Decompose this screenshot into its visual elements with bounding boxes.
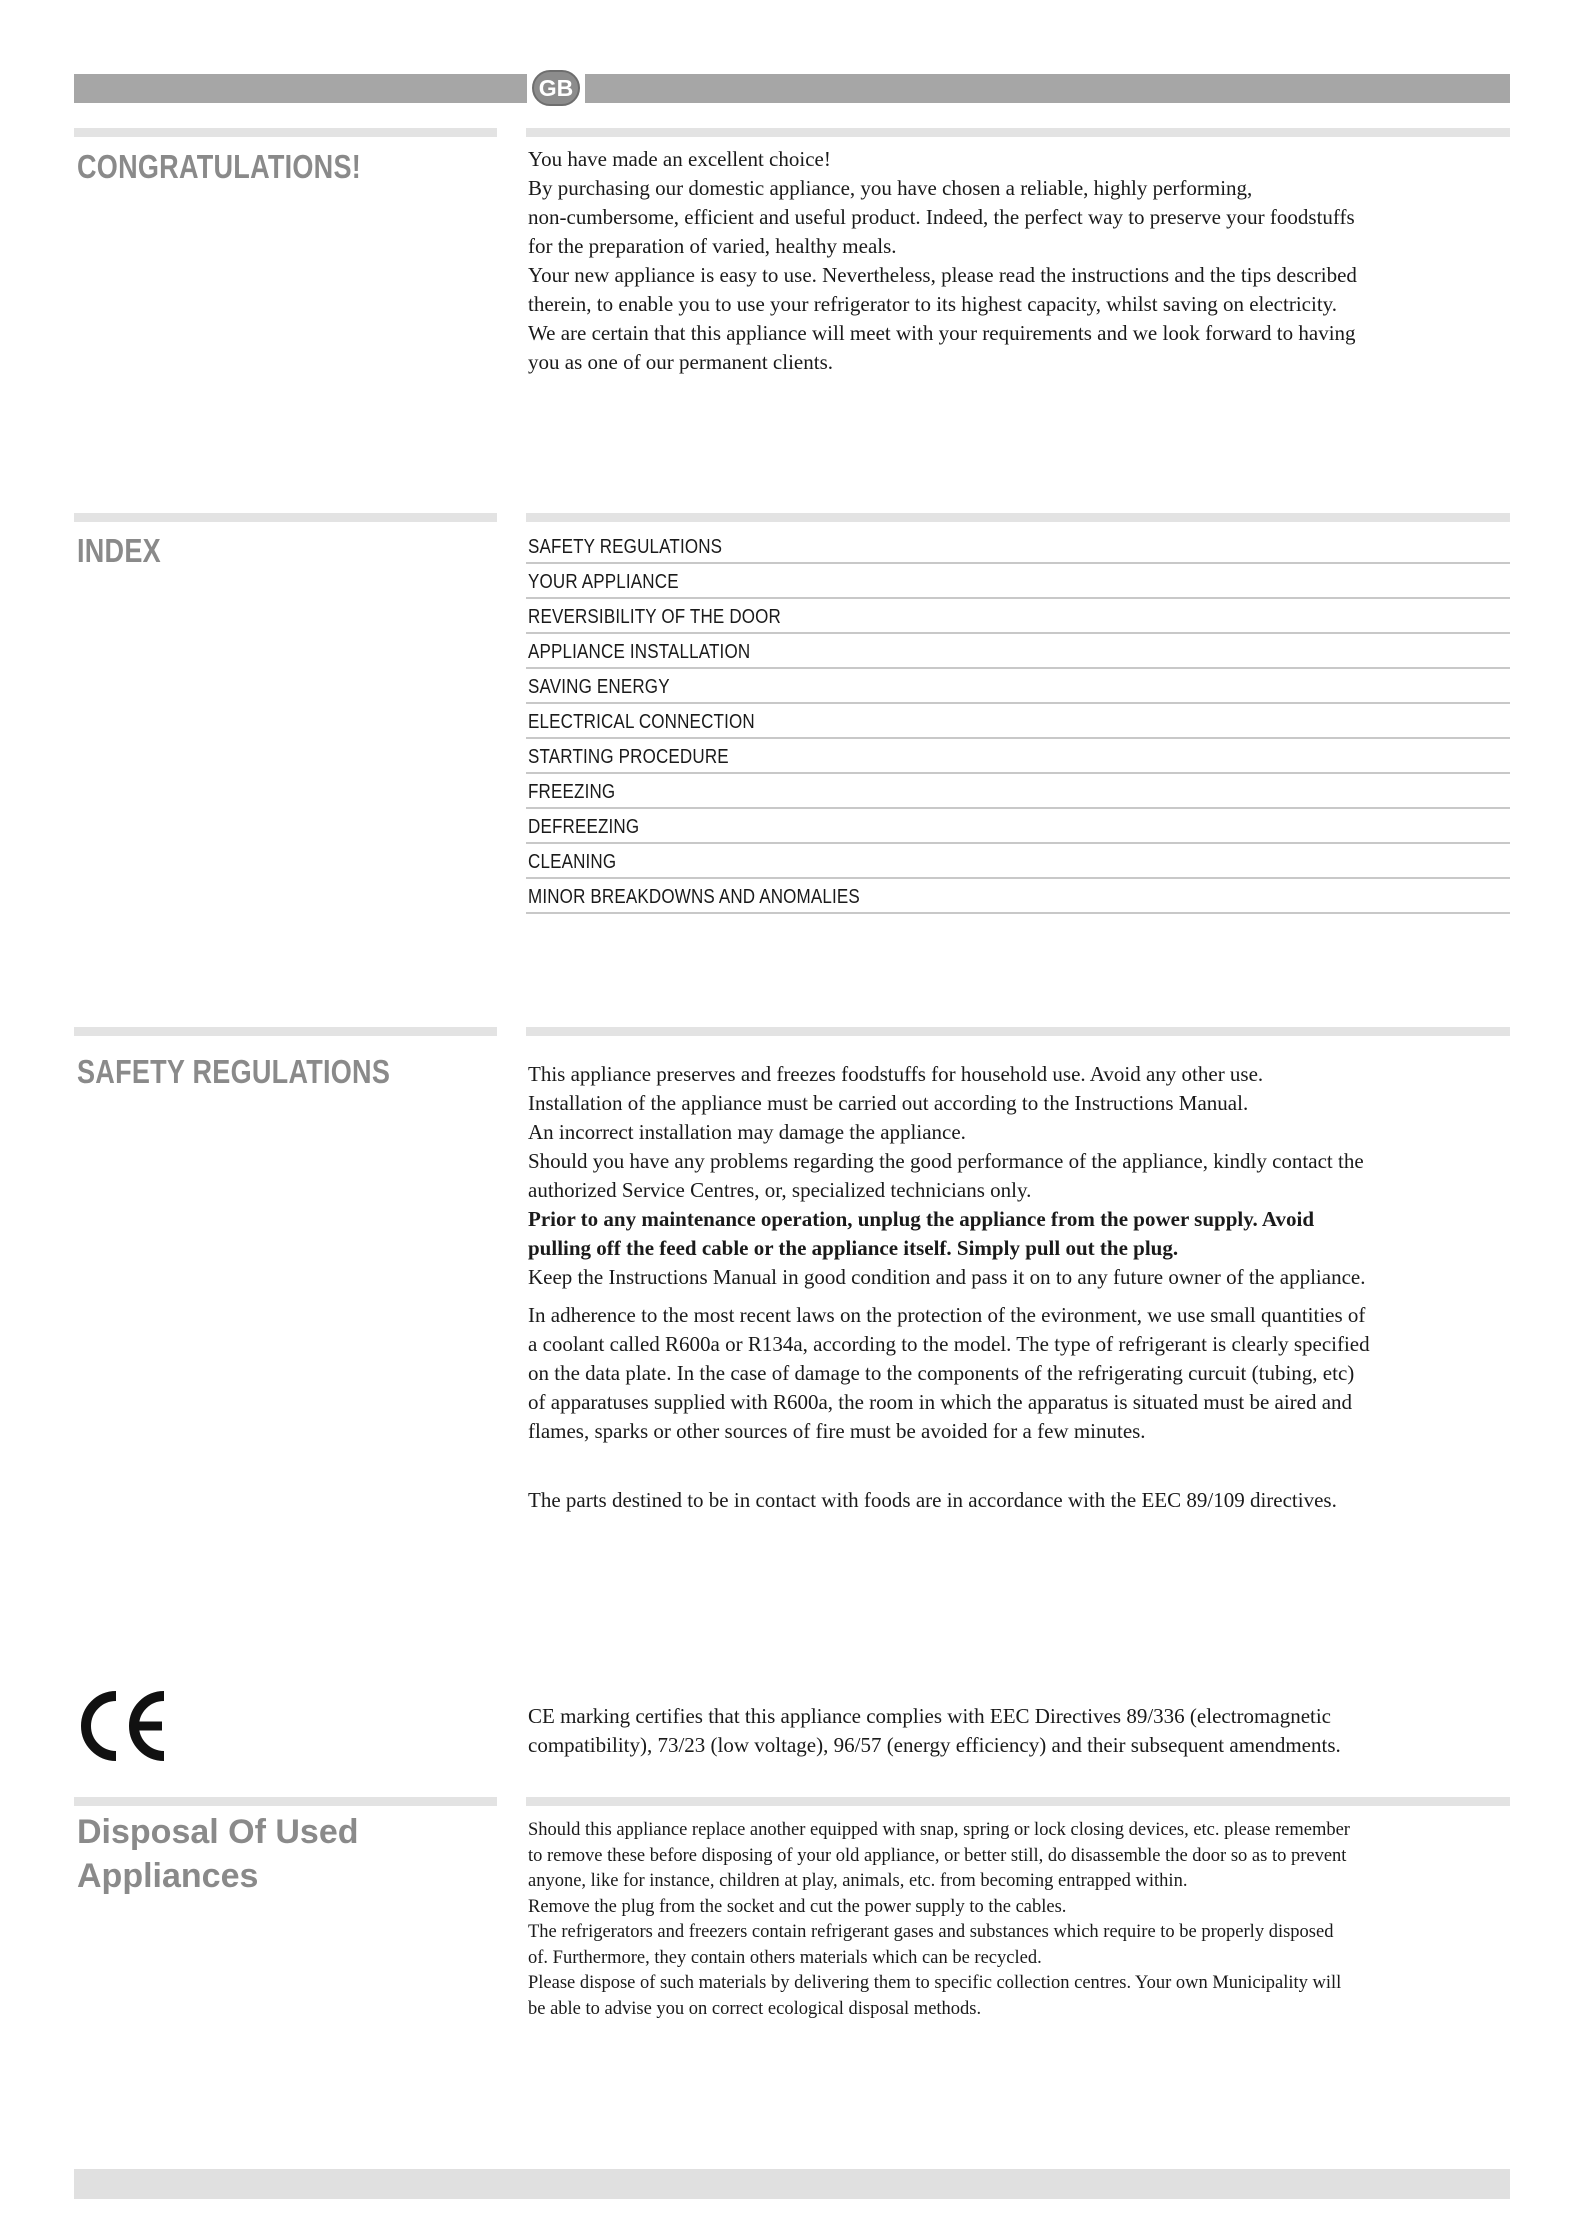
text-line: anyone, like for instance, children at play, animals, etc. from becoming entrapped within. (528, 1871, 1188, 1891)
text-line: Remove the plug from the socket and cut the power supply to the cables. (528, 1896, 1067, 1917)
text-line: Should you have any problems regarding the good performance of the appliance, kindly contact the (528, 1149, 1364, 1173)
index-item[interactable]: DEFREEZING (526, 809, 1510, 844)
text-line: of. Furthermore, they contain others materials which can be recycled. (528, 1947, 1042, 1968)
food-contact-text (528, 1486, 1513, 1515)
text-line: By purchasing our domestic appliance, you have chosen a reliable, highly performing, (528, 176, 1253, 200)
disposal-text (528, 1818, 1513, 2022)
index-heading: INDEX (77, 532, 161, 569)
text-line: for the preparation of varied, healthy meals. (528, 234, 897, 258)
section-rule-left (74, 1027, 497, 1036)
text-line: to remove these before disposing of your old appliance, or better still, do disassemble the door so as to prevent (528, 1845, 1347, 1866)
index-list (526, 529, 1510, 914)
section-rule-left (74, 1797, 497, 1806)
section-rule-right (526, 513, 1510, 522)
text-line: This appliance preserves and freezes foodstuffs for household use. Avoid any other use. (528, 1062, 1264, 1086)
index-item[interactable]: MINOR BREAKDOWNS AND ANOMALIES (526, 879, 1510, 914)
index-item[interactable]: CLEANING (526, 844, 1510, 879)
index-item[interactable]: STARTING PROCEDURE (526, 739, 1510, 774)
text-line: Installation of the appliance must be carried out according to the Instructions Manual. (528, 1091, 1249, 1115)
index-item[interactable]: ELECTRICAL CONNECTION (526, 704, 1510, 739)
index-item[interactable]: SAFETY REGULATIONS (526, 529, 1510, 564)
text-line: compatibility), 73/23 (low voltage), 96/57 (energy efficiency) and their subsequent amendments. (528, 1733, 1341, 1757)
text-line: a coolant called R600a or R134a, according to the model. The type of refrigerant is clearly specified (528, 1332, 1370, 1356)
ce-mark-icon (76, 1690, 170, 1762)
text-line: flames, sparks or other sources of fire must be avoided for a few minutes. (528, 1419, 1146, 1443)
congratulations-heading: CONGRATULATIONS! (77, 148, 362, 185)
index-item[interactable]: SAVING ENERGY (526, 669, 1510, 704)
language-badge (527, 66, 585, 110)
disposal-heading: Disposal Of Used Appliances (77, 1813, 359, 1895)
section-rule-left (74, 128, 497, 137)
index-item[interactable]: APPLIANCE INSTALLATION (526, 634, 1510, 669)
section-rule-right (526, 128, 1510, 137)
footer-bar (74, 2169, 1510, 2199)
text-line: be able to advise you on correct ecological disposal methods. (528, 1998, 982, 2019)
section-rule-right (526, 1027, 1510, 1036)
ce-text (528, 1702, 1513, 1760)
text-line: you as one of our permanent clients. (528, 350, 833, 374)
text-line: The parts destined to be in contact with foods are in accordance with the EEC 89/109 directives. (528, 1488, 1337, 1512)
index-item[interactable]: FREEZING (526, 774, 1510, 809)
text-line: of apparatuses supplied with R600a, the room in which the apparatus is situated must be aired and (528, 1390, 1353, 1414)
text-line: non-cumbersome, efficient and useful product. Indeed, the perfect way to preserve your foodstuffs (528, 205, 1355, 229)
text-line: authorized Service Centres, or, specialized technicians only. (528, 1178, 1032, 1202)
header-bar (74, 74, 1510, 103)
text-line: therein, to enable you to use your refrigerator to its highest capacity, whilst saving on electricity. (528, 292, 1338, 316)
congratulations-text (528, 145, 1513, 377)
text-line: The refrigerators and freezers contain refrigerant gases and substances which require to be properly disposed (528, 1922, 1334, 1942)
index-item[interactable]: YOUR APPLIANCE (526, 564, 1510, 599)
text-line: In adherence to the most recent laws on the protection of the evironment, we use small quantities of (528, 1303, 1366, 1327)
text-line: CE marking certifies that this appliance complies with EEC Directives 89/336 (electromagnetic (528, 1704, 1332, 1728)
text-line: Keep the Instructions Manual in good condition and pass it on to any future owner of the appliance. (528, 1265, 1366, 1289)
text-line: Please dispose of such materials by delivering them to specific collection centres. Your own Municipality will (528, 1973, 1342, 1993)
safety-text (528, 1060, 1513, 1446)
text-line: An incorrect installation may damage the appliance. (528, 1120, 966, 1144)
text-line: You have made an excellent choice! (528, 147, 831, 171)
safety-heading: SAFETY REGULATIONS (77, 1053, 391, 1090)
language-badge-label: GB (532, 70, 580, 106)
section-rule-right (526, 1797, 1510, 1806)
index-item[interactable]: REVERSIBILITY OF THE DOOR (526, 599, 1510, 634)
warning-line: Prior to any maintenance operation, unplug the appliance from the power supply. Avoid (528, 1207, 1315, 1231)
text-line: Your new appliance is easy to use. Nevertheless, please read the instructions and the tips described (528, 263, 1357, 287)
text-line: Should this appliance replace another equipped with snap, spring or lock closing devices, etc. please remember (528, 1820, 1350, 1840)
section-rule-left (74, 513, 497, 522)
warning-line: pulling off the feed cable or the appliance itself. Simply pull out the plug. (528, 1236, 1179, 1260)
text-line: on the data plate. In the case of damage to the components of the refrigerating curcuit (tubing, etc) (528, 1361, 1355, 1385)
text-line: We are certain that this appliance will meet with your requirements and we look forward to having (528, 321, 1356, 345)
